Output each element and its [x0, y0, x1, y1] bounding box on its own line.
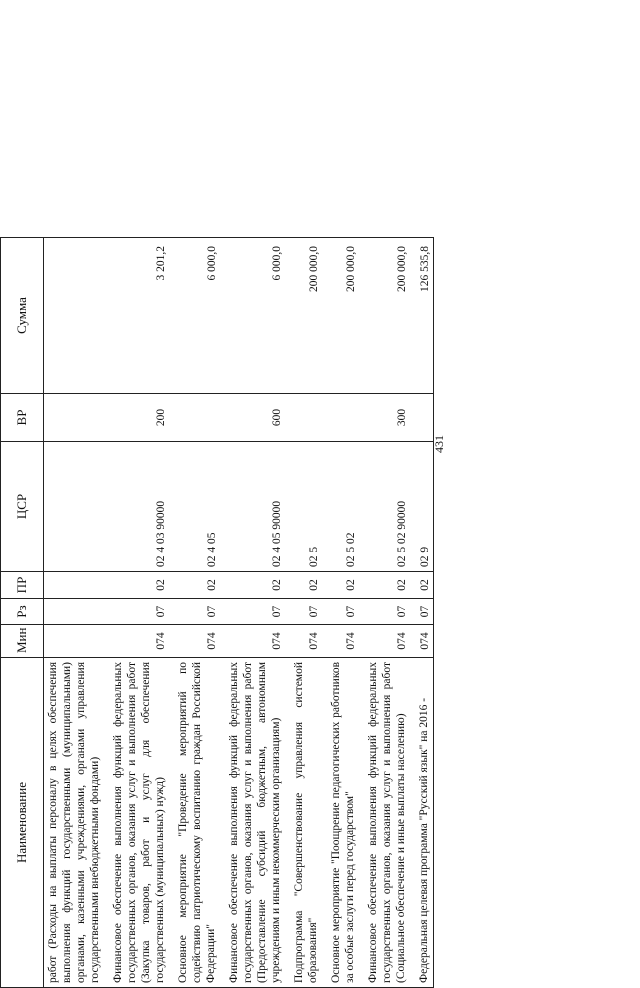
- row-csr: 02 4 05 90000: [220, 442, 285, 572]
- header-rz: Рз: [1, 599, 44, 625]
- row-name: Финансовое обеспечение выполнения функций федеральных государственных органов, оказания услуг и выполнения работ (Закупка товаров, работ и услуг для обеспечения государственных (муниципальных) нужд): [104, 658, 169, 988]
- header-name: Наименование: [1, 658, 44, 988]
- table-row: [359, 238, 410, 988]
- row-name: Основное мероприятие "Проведение мероприятий по содействию патриотическому воспитанию граждан Российской Федерации": [169, 658, 220, 988]
- row-pr: 02: [220, 572, 285, 599]
- row-pr: 02: [359, 572, 410, 599]
- row-min: 074: [410, 625, 434, 658]
- row-vr: [44, 394, 105, 442]
- header-pr: ПР: [1, 572, 44, 599]
- table-row: [285, 238, 322, 988]
- row-rz: [44, 599, 105, 625]
- row-csr: 02 9: [410, 442, 434, 572]
- header-csr: ЦСР: [1, 442, 44, 572]
- row-csr: 02 5 02: [322, 442, 359, 572]
- row-sum: 126 535,8: [410, 238, 434, 394]
- row-pr: 02: [169, 572, 220, 599]
- row-vr: 200: [104, 394, 169, 442]
- table-row: [322, 238, 359, 988]
- row-rz: 07: [410, 599, 434, 625]
- row-vr: [169, 394, 220, 442]
- row-min: 074: [104, 625, 169, 658]
- row-vr: 300: [359, 394, 410, 442]
- header-sum: Сумма: [1, 238, 44, 394]
- page-number: 431: [432, 435, 446, 453]
- row-name: Федеральная целевая программа "Русский язык" на 2016 -: [410, 658, 434, 988]
- row-name: работ (Расходы на выплаты персоналу в целях обеспечения выполнения функций государственными (муниципальными) органами, казенными учреждениями, органами управления государственными внебюджетными фондами): [44, 658, 105, 988]
- row-sum: 6 000,0: [220, 238, 285, 394]
- row-rz: 07: [322, 599, 359, 625]
- row-vr: 600: [220, 394, 285, 442]
- row-rz: 07: [169, 599, 220, 625]
- row-pr: 02: [104, 572, 169, 599]
- row-csr: 02 4 05: [169, 442, 220, 572]
- row-name: Подпрограмма "Совершенствование управления системой образования": [285, 658, 322, 988]
- header-vr: ВР: [1, 394, 44, 442]
- table-row: [410, 238, 434, 988]
- row-sum: 6 000,0: [169, 238, 220, 394]
- row-name: Основное мероприятие "Поощрение педагогических работников за особые заслуги перед государством": [322, 658, 359, 988]
- row-vr: [322, 394, 359, 442]
- table-row: [44, 238, 105, 988]
- row-min: 074: [220, 625, 285, 658]
- row-name: Финансовое обеспечение выполнения функций федеральных государственных органов, оказания услуг и выполнения работ (Социальное обеспечение и иные выплаты населению): [359, 658, 410, 988]
- row-csr: 02 4 03 90000: [104, 442, 169, 572]
- header-min: Мин: [1, 625, 44, 658]
- row-min: 074: [359, 625, 410, 658]
- row-rz: 07: [359, 599, 410, 625]
- table-row: [220, 238, 285, 988]
- row-pr: 02: [322, 572, 359, 599]
- row-sum: 200 000,0: [322, 238, 359, 394]
- row-csr: 02 5 02 90000: [359, 442, 410, 572]
- row-vr: [410, 394, 434, 442]
- row-rz: 07: [285, 599, 322, 625]
- row-pr: 02: [410, 572, 434, 599]
- budget-table: [0, 237, 434, 988]
- row-min: 074: [322, 625, 359, 658]
- row-pr: [44, 572, 105, 599]
- row-rz: 07: [104, 599, 169, 625]
- row-sum: 3 201,2: [104, 238, 169, 394]
- budget-table-sheet: [0, 238, 502, 988]
- row-vr: [285, 394, 322, 442]
- row-sum: 200 000,0: [359, 238, 410, 394]
- row-min: 074: [285, 625, 322, 658]
- table-row: [169, 238, 220, 988]
- row-sum: 200 000,0: [285, 238, 322, 394]
- table-row: [104, 238, 169, 988]
- row-rz: 07: [220, 599, 285, 625]
- row-csr: 02 5: [285, 442, 322, 572]
- row-csr: [44, 442, 105, 572]
- row-name: Финансовое обеспечение выполнения функций федеральных государственных органов, оказания услуг и выполнения работ (Предоставление субсидий бюджетным, автономным учреждениям и иным некоммерческим организациям): [220, 658, 285, 988]
- row-min: [44, 625, 105, 658]
- row-sum: [44, 238, 105, 394]
- row-min: 074: [169, 625, 220, 658]
- table-header-row: [1, 238, 44, 988]
- row-pr: 02: [285, 572, 322, 599]
